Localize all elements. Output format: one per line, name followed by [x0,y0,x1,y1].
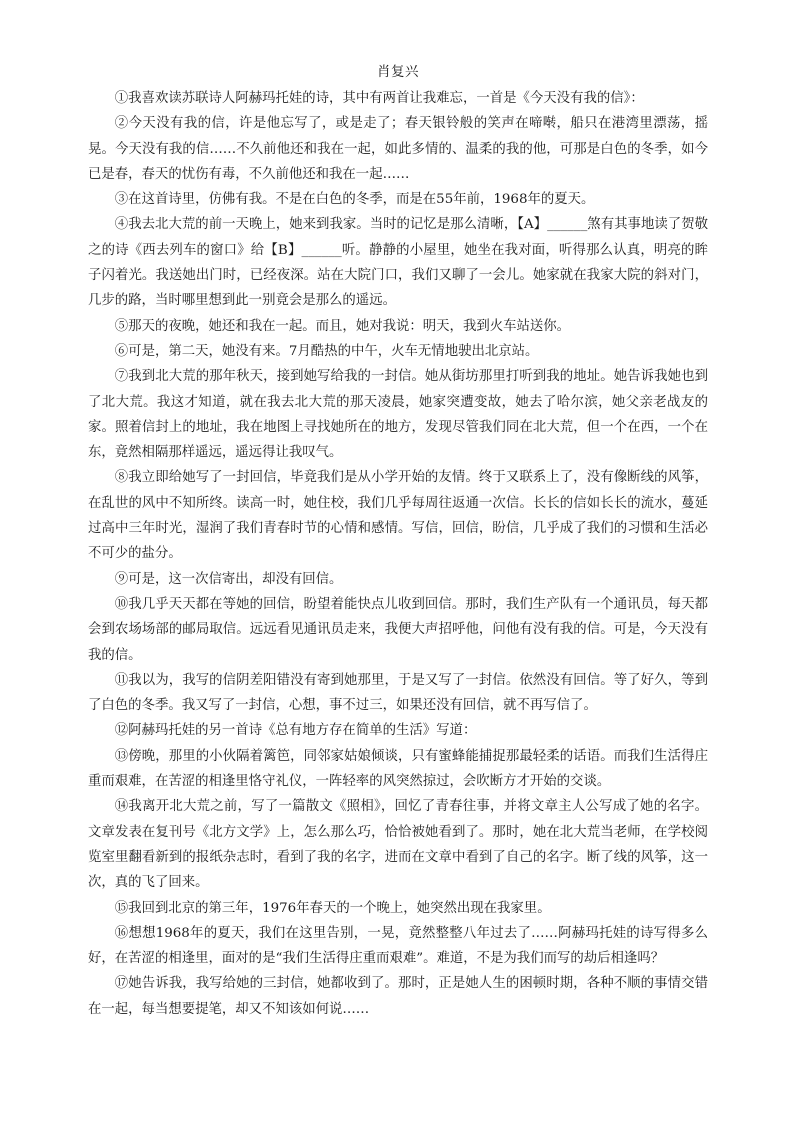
paragraph-1: ①我喜欢读苏联诗人阿赫玛托娃的诗，其中有两首让我难忘，一首是《今天没有我的信》： [114,91,644,106]
paragraph-5: ⑤那天的夜晚，她还和我在一起。而且，她对我说：明天，我到火车站送你。 [114,318,571,334]
paragraph-4: ④我去北大荒的前一天晚上，她来到我家。当时的记忆是那么清晰，【A】______煞有其事地读了贺敬之的诗《西去列车的窗口》给【B】______听。静静的小屋里，她坐在我对面，听得那么认真，明亮的眸子闪着光。我送她出门时，已经夜深。站在大院门口，我们又聊了一会儿。她家就在我家大院的斜对门，几步的路，当时哪里想到此一别竟会是那么的遥远。 [88,217,708,309]
paragraph-13: ⑬傍晚，那里的小伙隔着篱笆，同邻家姑娘倾谈，只有蜜蜂能捕捉那最轻柔的话语。而我们生活得庄重而艰难，在苦涩的相逢里恪守礼仪，一阵轻率的风突然掠过，会吹断方才开始的交谈。 [88,748,708,790]
paragraph-7: ⑦我到北大荒的那年秋天，接到她写给我的一封信。她从街坊那里打听到我的地址。她告诉我她也到了北大荒。我这才知道，就在我去北大荒的那天凌晨，她家突遭变故，她去了哈尔滨，她父亲老战友的家。照着信封上的地址，我在地图上寻找她所在的地方，发现尽管我们同在北大荒，但一个在西，一个在东，竟然相隔那样遥远，遥远得让我叹气。 [88,369,708,461]
paragraph-17: ⑰她告诉我，我写给她的三封信，她都收到了。那时，正是她人生的困顿时期，各种不顺的事情交错在一起，每当想要提笔，却又不知该如何说…… [88,976,708,1017]
paragraph-14: ⑭我离开北大荒之前，写了一篇散文《照相》，回忆了青春往事，并将文章主人公写成了她的名字。文章发表在复刊号《北方文学》上，怎么那么巧，恰恰被她看到了。那时，她在北大荒当老师，在学校阅览室里翻看新到的报纸杂志时，看到了我的名字，进而在文章中看到了自己的名字。断了线的风筝，这一次，真的飞了回来。 [88,799,708,891]
paragraph-11: ⑪我以为，我写的信阴差阳错没有寄到她那里，于是又写了一封信。依然没有回信。等了好久，等到了白色的冬季。我又写了一封信，心想，事不过三，如果还没有回信，就不再写信了。 [88,672,708,714]
paragraph-2: ②今天没有我的信，许是他忘写了，或是走了；春天银铃般的笑声在啼啭，船只在港湾里漂荡，摇晃。今天没有我的信……不久前他还和我在一起，如此多情的、温柔的我的他，可那是白色的冬季，如今已是春，春天的忧伤有毒，不久前他还和我在一起…… [88,116,708,182]
paragraph-16: ⑯想想1968年的夏天，我们在这里告别，一晃，竟然整整八年过去了……阿赫玛托娃的诗写得多么好，在苦涩的相逢里，面对的是“我们生活得庄重而艰难”。难道，不是为我们而写的劫后相逢吗？ [88,925,708,967]
paragraph-15: ⑮我回到北京的第三年，1976年春天的一个晚上，她突然出现在我家里。 [114,900,551,916]
paragraph-12: ⑫阿赫玛托娃的另一首诗《总有地方存在简单的生活》写道： [114,723,477,739]
paragraph-6: ⑥可是，第二天，她没有来。7月酷热的中午，火车无情地驶出北京站。 [114,343,539,359]
paragraph-10: ⑩我几乎天天都在等她的回信，盼望着能快点儿收到回信。那时，我们生产队有一个通讯员，每天都会到农场场部的邮局取信。远远看见通讯员走来，我便大声招呼他，问他有没有我的信。可是，今天没有我的信。 [88,596,708,663]
paragraph-8: ⑧我立即给她写了一封回信，毕竟我们是从小学开始的友情。终于又联系上了，没有像断线的风筝，在乱世的风中不知所终。读高一时，她住校，我们几乎每周往返通一次信。长长的信如长长的流水，蔓延过高中三年时光，湿润了我们青春时节的心情和感情。写信，回信，盼信，几乎成了我们的习惯和生活必不可少的盐分。 [88,470,708,562]
article [88,58,708,1022]
paragraph-9: ⑨可是，这一次信寄出，却没有回信。 [114,571,343,587]
paragraph-3: ③在这首诗里，仿佛有我。不是在白色的冬季，而是在55年前，1968年的夏天。 [114,192,595,208]
article-author: 肖复兴 [377,64,419,80]
